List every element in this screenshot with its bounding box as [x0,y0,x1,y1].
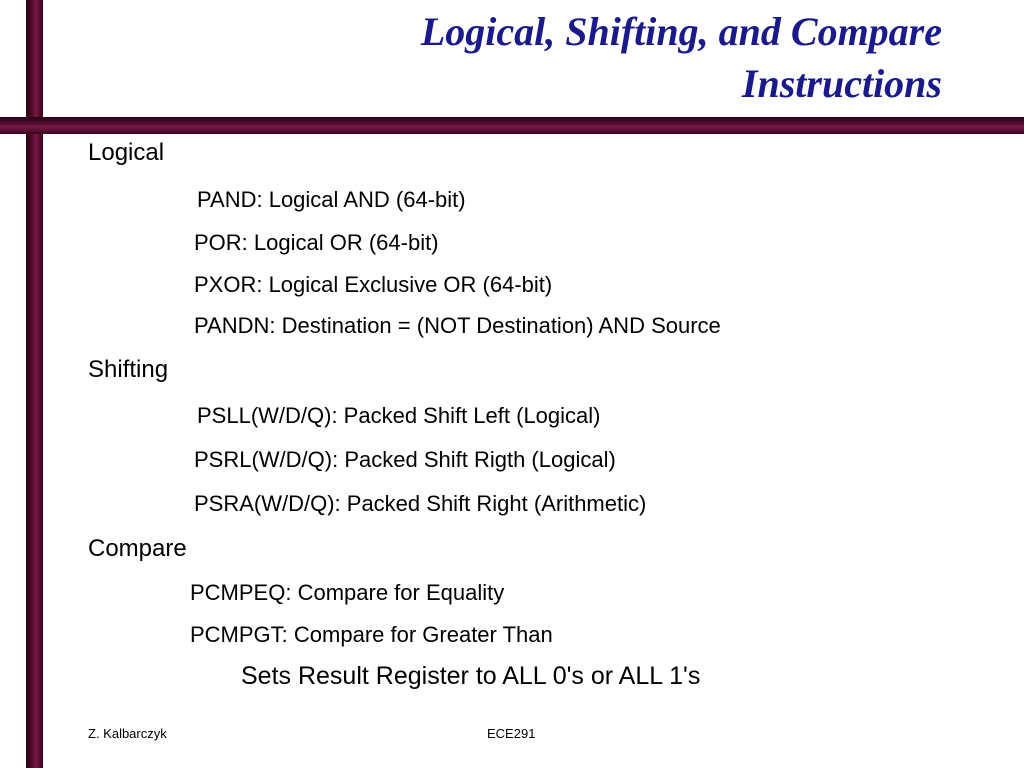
section-heading-compare: Compare [88,535,187,562]
section-heading-shifting: Shifting [88,356,169,383]
shifting-item-psra: PSRA(W/D/Q): Packed Shift Right (Arithmetic) [194,491,647,516]
title-line-1: Logical, Shifting, and Compare [420,9,942,54]
compare-item-pcmpeq: PCMPEQ: Compare for Equality [190,580,505,605]
shifting-item-psll: PSLL(W/D/Q): Packed Shift Left (Logical) [197,403,601,428]
compare-item-pcmpgt: PCMPGT: Compare for Greater Than [190,622,553,647]
footer-author: Z. Kalbarczyk [88,726,167,741]
horizontal-accent-bar [0,117,1024,134]
section-heading-logical: Logical [88,139,165,166]
footer-course: ECE291 [487,726,536,741]
vertical-accent-bar [26,0,43,768]
logical-item-por: POR: Logical OR (64-bit) [194,230,439,255]
logical-item-pxor: PXOR: Logical Exclusive OR (64-bit) [194,272,553,297]
title-line-2: Instructions [741,61,942,106]
slide-title [421,6,942,110]
shifting-item-psrl: PSRL(W/D/Q): Packed Shift Rigth (Logical) [194,447,616,472]
logical-item-pand: PAND: Logical AND (64-bit) [197,187,466,212]
compare-note: Sets Result Register to ALL 0's or ALL 1's [241,662,701,690]
logical-item-pandn: PANDN: Destination = (NOT Destination) AND Source [194,313,721,338]
